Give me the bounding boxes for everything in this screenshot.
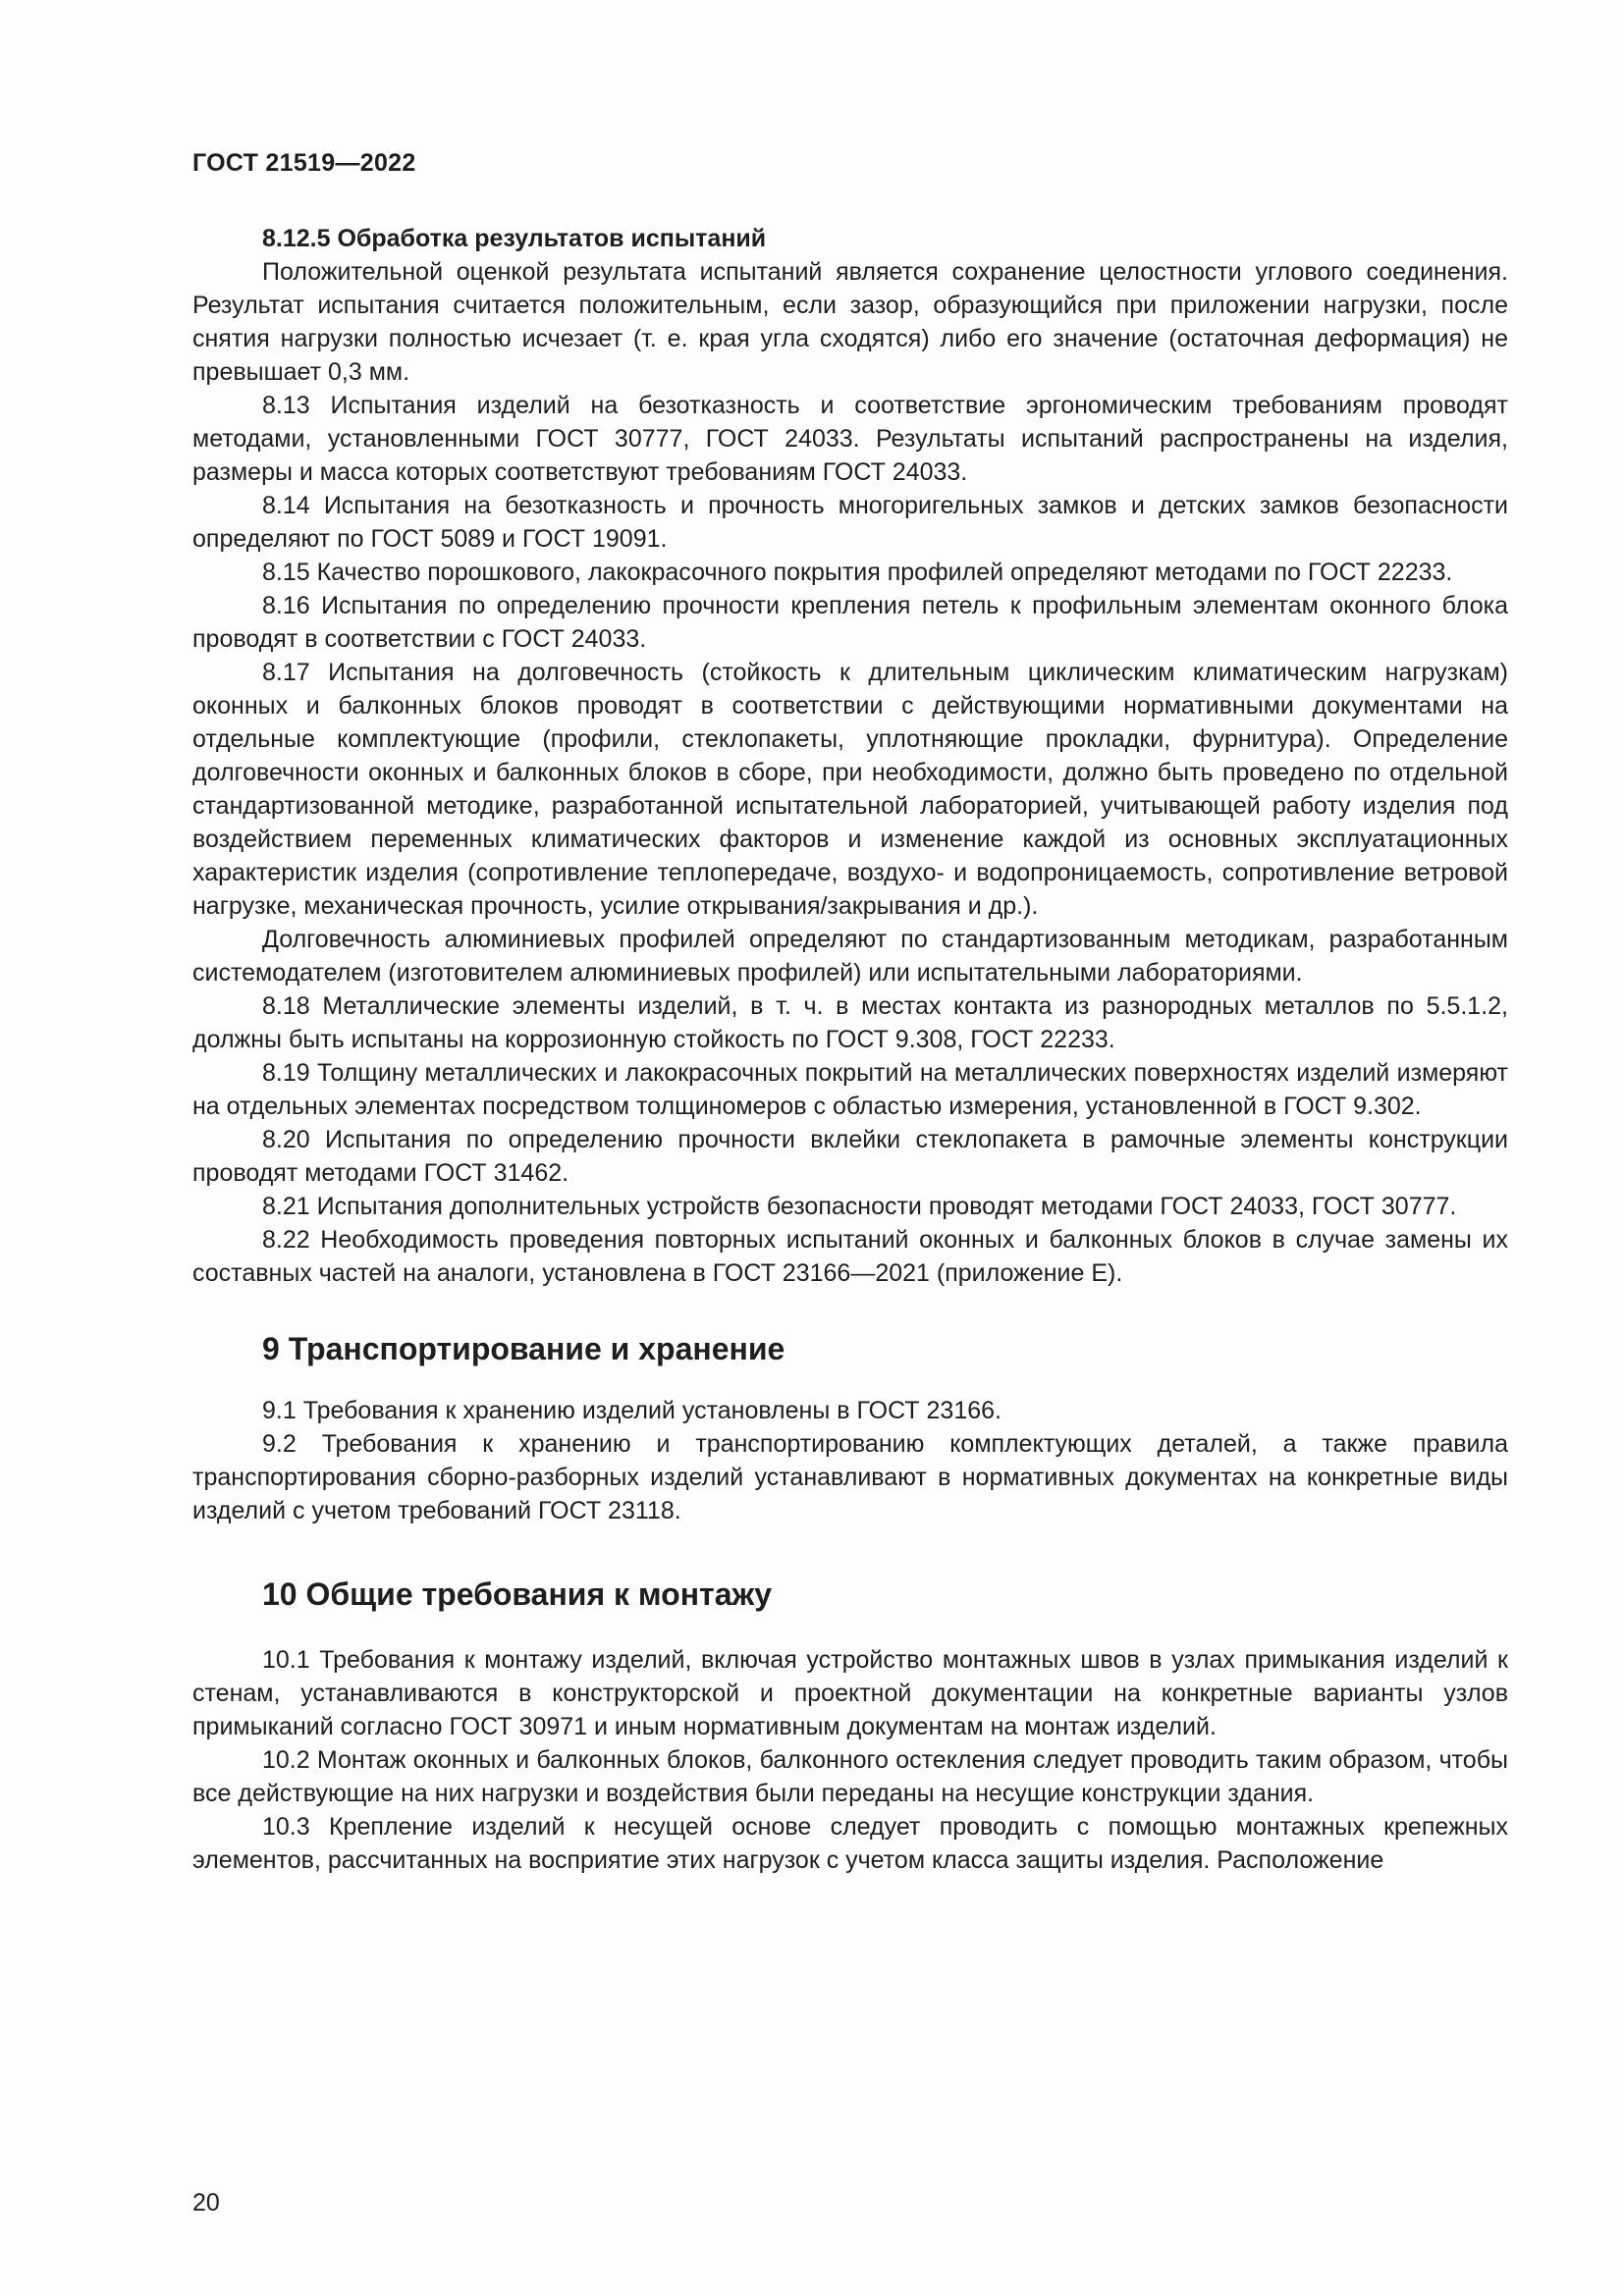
page-number: 20 — [192, 2189, 220, 2216]
page-body — [192, 222, 1508, 1877]
paragraph-8-15: 8.15 Качество порошкового, лакокрасочного покрытия профилей определяют методами по ГОСТ 22233. — [262, 559, 1453, 586]
section-heading-9: 9 Транспортирование и хранение — [262, 1331, 785, 1366]
paragraph-9-2: 9.2 Требования к хранению и транспортированию комплектующих деталей, а также правила транспортирования сборно-разборных изделий устанавливают в нормативных документах на конкретные виды изделий с учетом требований ГОСТ 23118. — [192, 1430, 1508, 1524]
running-head-doc-code: ГОСТ 21519—2022 — [192, 149, 416, 177]
section-heading-10: 10 Общие требования к монтажу — [262, 1576, 772, 1612]
paragraph-8-12-5: Положительной оценкой результата испытаний является сохранение целостности углового соединения. Результат испытания считается положительным, если зазор, образующийся при приложении нагрузки, после снятия нагрузки полностью исчезает (т. е. края угла сходятся) либо его значение (остаточная деформация) не превышает 0,3 мм. — [192, 258, 1508, 386]
paragraph-8-13: 8.13 Испытания изделий на безотказность и соответствие эргономическим требованиям проводят методами, установленными ГОСТ 30777, ГОСТ 24033. Результаты испытаний распространены на изделия, размеры и масса которых соответствуют требованиям ГОСТ 24033. — [192, 392, 1508, 486]
subsection-title-8-12-5: 8.12.5 Обработка результатов испытаний — [262, 225, 767, 252]
paragraph-8-17: 8.17 Испытания на долговечность (стойкость к длительным циклическим климатическим нагрузкам) оконных и балконных блоков проводят в соответствии с действующими нормативными документами на отдельные комплектующие (профили, стеклопакеты, уплотняющие прокладки, фурнитура). Определение долговечности оконных и балконных блоков в сборе, при необходимости, должно быть проведено по отдельной стандартизованной методике, разработанной испытательной лабораторией, учитывающей работу изделия под воздействием переменных климатических факторов и изменение каждой из основных эксплуатационных характеристик изделия (сопротивление теплопередаче, воздухо- и водопроницаемость, сопротивление ветровой нагрузке, механическая прочность, усилие открывания/закрывания и др.). — [192, 659, 1508, 920]
paragraph-10-1: 10.1 Требования к монтажу изделий, включая устройство монтажных швов в узлах примыкания изделий к стенам, устанавливаются в конструкторской и проектной документации на конкретные варианты узлов примыканий согласно ГОСТ 30971 и иным нормативным документам на монтаж изделий. — [192, 1646, 1508, 1740]
paragraph-10-3: 10.3 Крепление изделий к несущей основе следует проводить с помощью монтажных крепежных элементов, рассчитанных на восприятие этих нагрузок с учетом класса защиты изделия. Расположение — [192, 1813, 1508, 1874]
paragraph-10-2: 10.2 Монтаж оконных и балконных блоков, балконного остекления следует проводить таким образом, чтобы все действующие на них нагрузки и воздействия были переданы на несущие конструкции здания. — [192, 1746, 1508, 1807]
paragraph-8-21: 8.21 Испытания дополнительных устройств безопасности проводят методами ГОСТ 24033, ГОСТ 30777. — [262, 1193, 1457, 1220]
paragraph-8-17-continued: Долговечность алюминиевых профилей определяют по стандартизованным методикам, разработанным системодателем (изготовителем алюминиевых профилей) или испытательными лабораториями. — [192, 926, 1508, 987]
paragraph-8-18: 8.18 Металлические элементы изделий, в т. ч. в местах контакта из разнородных металлов по 5.5.1.2, должны быть испытаны на коррозионную стойкость по ГОСТ 9.308, ГОСТ 22233. — [192, 992, 1508, 1053]
paragraph-9-1: 9.1 Требования к хранению изделий установлены в ГОСТ 23166. — [262, 1397, 1001, 1424]
paragraph-8-19: 8.19 Толщину металлических и лакокрасочных покрытий на металлических поверхностях изделий измеряют на отдельных элементах посредством толщиномеров с областью измерения, установленной в ГОСТ 9.302. — [192, 1059, 1508, 1120]
paragraph-8-22: 8.22 Необходимость проведения повторных испытаний оконных и балконных блоков в случае замены их составных частей на аналоги, установлена в ГОСТ 23166—2021 (приложение Е). — [192, 1226, 1508, 1287]
paragraph-8-20: 8.20 Испытания по определению прочности вклейки стеклопакета в рамочные элементы конструкции проводят методами ГОСТ 31462. — [192, 1126, 1508, 1187]
paragraph-8-14: 8.14 Испытания на безотказность и прочность многоригельных замков и детских замков безопасности определяют по ГОСТ 5089 и ГОСТ 19091. — [192, 492, 1508, 553]
paragraph-8-16: 8.16 Испытания по определению прочности крепления петель к профильным элементам оконного блока проводят в соответствии с ГОСТ 24033. — [192, 592, 1508, 653]
